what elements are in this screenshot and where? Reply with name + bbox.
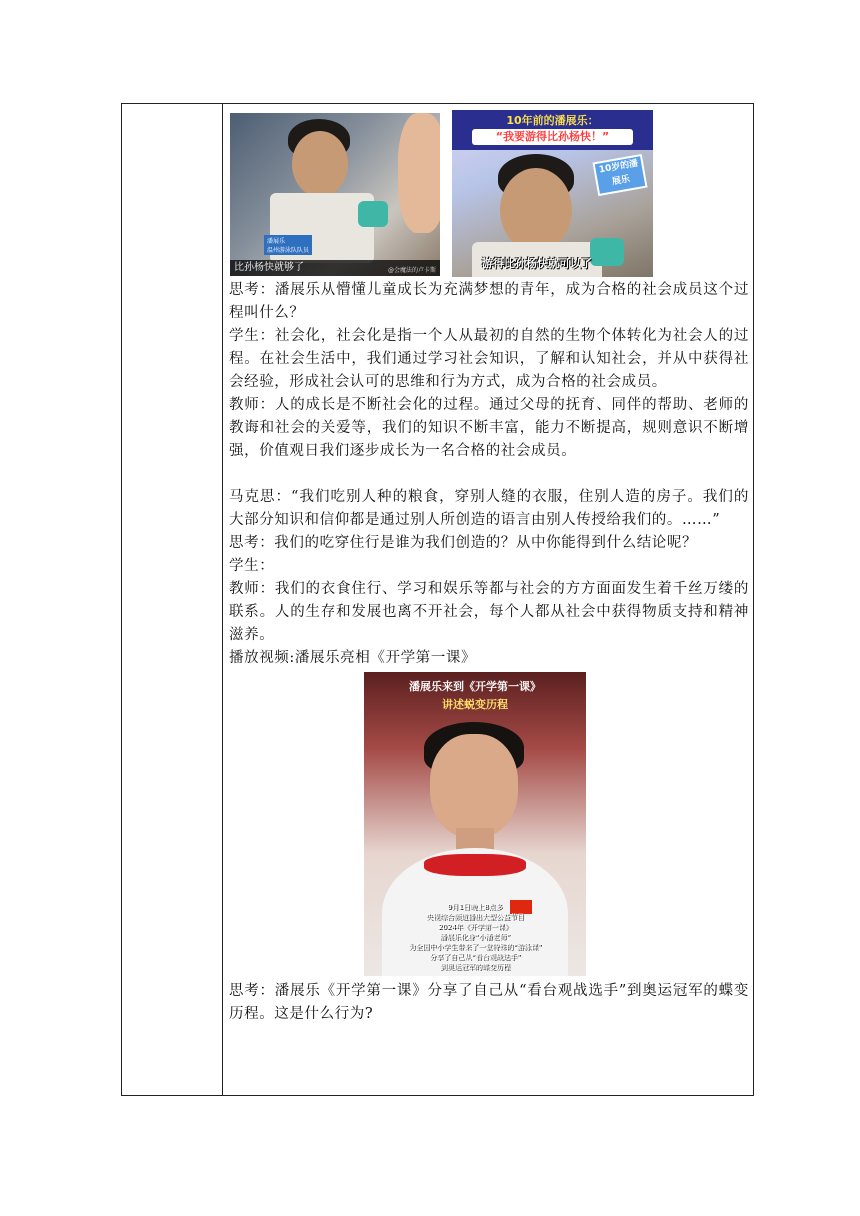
athlete-face [430, 734, 518, 838]
lesson-table [121, 103, 754, 1096]
video-overlay-text: 9月1日晚上8点多 央视综合频道播出大型公益节目 2024年《开学第一课》 潘展乐化身“小潘老师” 为全国中小学生带来了一堂特殊的“游泳课” 分享了自己从“看台观战选手” 到奥运冠军的蝶变历程 [408, 903, 542, 971]
name-tag: 潘展乐 温州游泳队队员 [264, 235, 312, 255]
table-content-cell [229, 110, 749, 1026]
paragraph-teacher-2: 教师：我们的衣食住行、学习和娱乐等都与社会的方方面面发生着千丝万缕的联系。人的生存和发展也离不开社会，每个人都从社会中获得物质支持和精神滋养。 [229, 581, 749, 643]
microphone [590, 238, 624, 266]
paragraph-student-2: 学生： [229, 558, 275, 574]
paragraph-think-2: 思考：我们的吃穿住行是谁为我们创造的？从中你能得到什么结论呢？ [229, 535, 698, 551]
blank-line [229, 463, 749, 486]
jacket-collar-stripe [424, 854, 526, 876]
boy-face [292, 131, 348, 197]
photo-subtitle: 游得比孙杨快就可以了 [482, 257, 592, 270]
paragraph-teacher-1: 教师：人的成长是不断社会化的过程。通过父母的抚育、同伴的帮助、老师的教诲和社会的关爱等，我们的知识不断丰富，能力不断提高，规则意识不断增强，价值观日我们逐步成长为一名合格的社会成员。 [229, 397, 749, 459]
paragraph-marx-quote: 马克思：“我们吃别人种的粮食，穿别人缝的衣服，住别人造的房子。我们的大部分知识和信仰都是通过别人所创造的语言由别人传授给我们的。……” [229, 489, 749, 528]
video-still-row [229, 670, 749, 980]
interview-photo-left [230, 113, 440, 276]
photo-row [229, 110, 749, 279]
table-column-divider [222, 104, 223, 1095]
boy-face [500, 168, 572, 252]
paragraph-think-3: 思考：潘展乐《开学第一课》分享了自己从“看台观战选手”到奥运冠军的蝶变历程。这是什么行为? [229, 983, 749, 1022]
interview-photo-right [452, 110, 653, 277]
photo-caption: 比孙杨快就够了 [230, 260, 440, 276]
video-still [364, 672, 586, 976]
photo-headline: 10年前的潘展乐： “我要游得比孙杨快！” [452, 110, 653, 150]
photo-credit: @会魔法的卢卡斯 [387, 267, 436, 274]
paragraph-play-video: 播放视频:潘展乐亮相《开学第一课》 [229, 650, 477, 666]
paragraph-student-1: 学生：社会化，社会化是指一个人从最初的自然的生物个体转化为社会人的过程。在社会生活中，我们通过学习社会知识，了解和认知社会，并从中获得社会经验，形成社会认可的思维和行为方式，成为合格的社会成员。 [229, 328, 749, 390]
video-title: 潘展乐来到《开学第一课》 讲述蜕变历程 [409, 680, 541, 711]
reporter [398, 113, 440, 233]
microphone [358, 201, 388, 227]
age-badge: 10岁的潘展乐 [592, 154, 647, 196]
paragraph-think-1: 思考：潘展乐从懵懂儿童成长为充满梦想的青年，成为合格的社会成员这个过程叫什么？ [229, 282, 749, 321]
